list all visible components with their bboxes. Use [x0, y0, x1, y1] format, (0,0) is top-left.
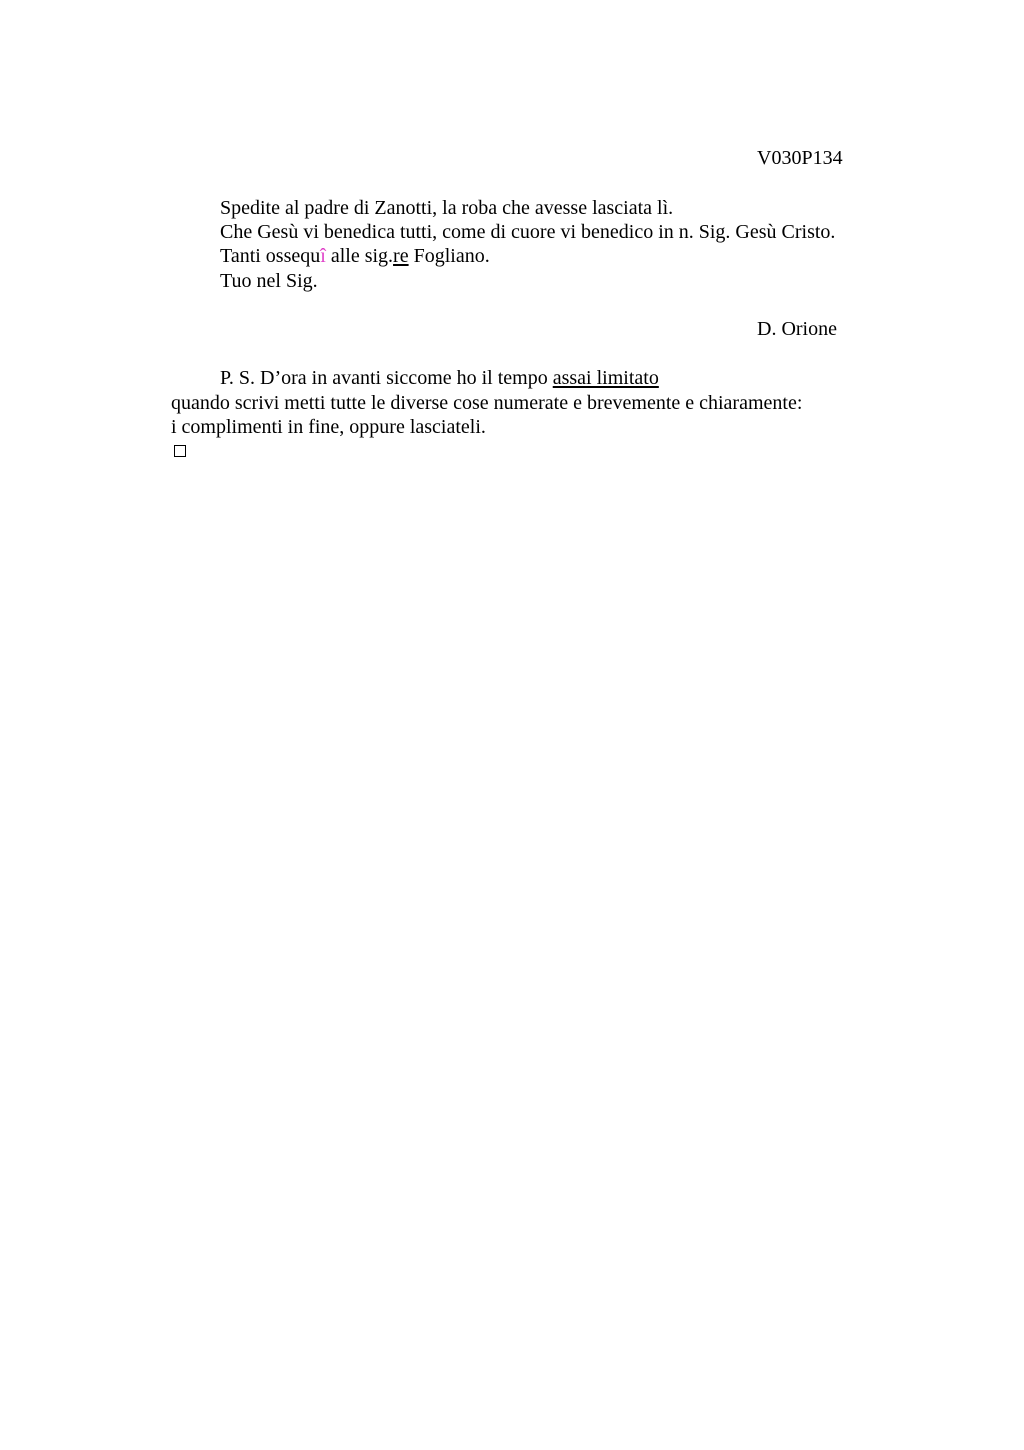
underlined-abbreviation: re [393, 245, 409, 267]
body-line-3-middle: alle sig. [325, 245, 394, 267]
body-line-3-start: Tanti ossequ [220, 245, 321, 267]
postscript-line-1 [220, 366, 659, 390]
closing-line: Tuo nel Sig. [220, 270, 318, 292]
highlighted-character: î [320, 245, 326, 267]
underlined-phrase: assai limitato [552, 367, 659, 389]
page-id: V030P134 [757, 147, 843, 169]
postscript-prefix: P. S. D’ora in avanti siccome ho il tempo [220, 367, 553, 389]
signature: D. Orione [757, 318, 837, 340]
body-line-2: Che Gesù vi benedica tutti, come di cuore vi benedico in n. Sig. Gesù Cristo. [220, 221, 836, 243]
body-line-3-end: Fogliano. [408, 245, 490, 267]
square-glyph-icon [174, 445, 186, 457]
body-line-3 [220, 244, 490, 268]
postscript-line-2: quando scrivi metti tutte le diverse cose numerate e brevemente e chiaramente: [171, 392, 803, 414]
body-line-1: Spedite al padre di Zanotti, la roba che avesse lasciata lì. [220, 197, 674, 219]
postscript-line-3: i complimenti in fine, oppure lasciateli. [171, 416, 486, 438]
